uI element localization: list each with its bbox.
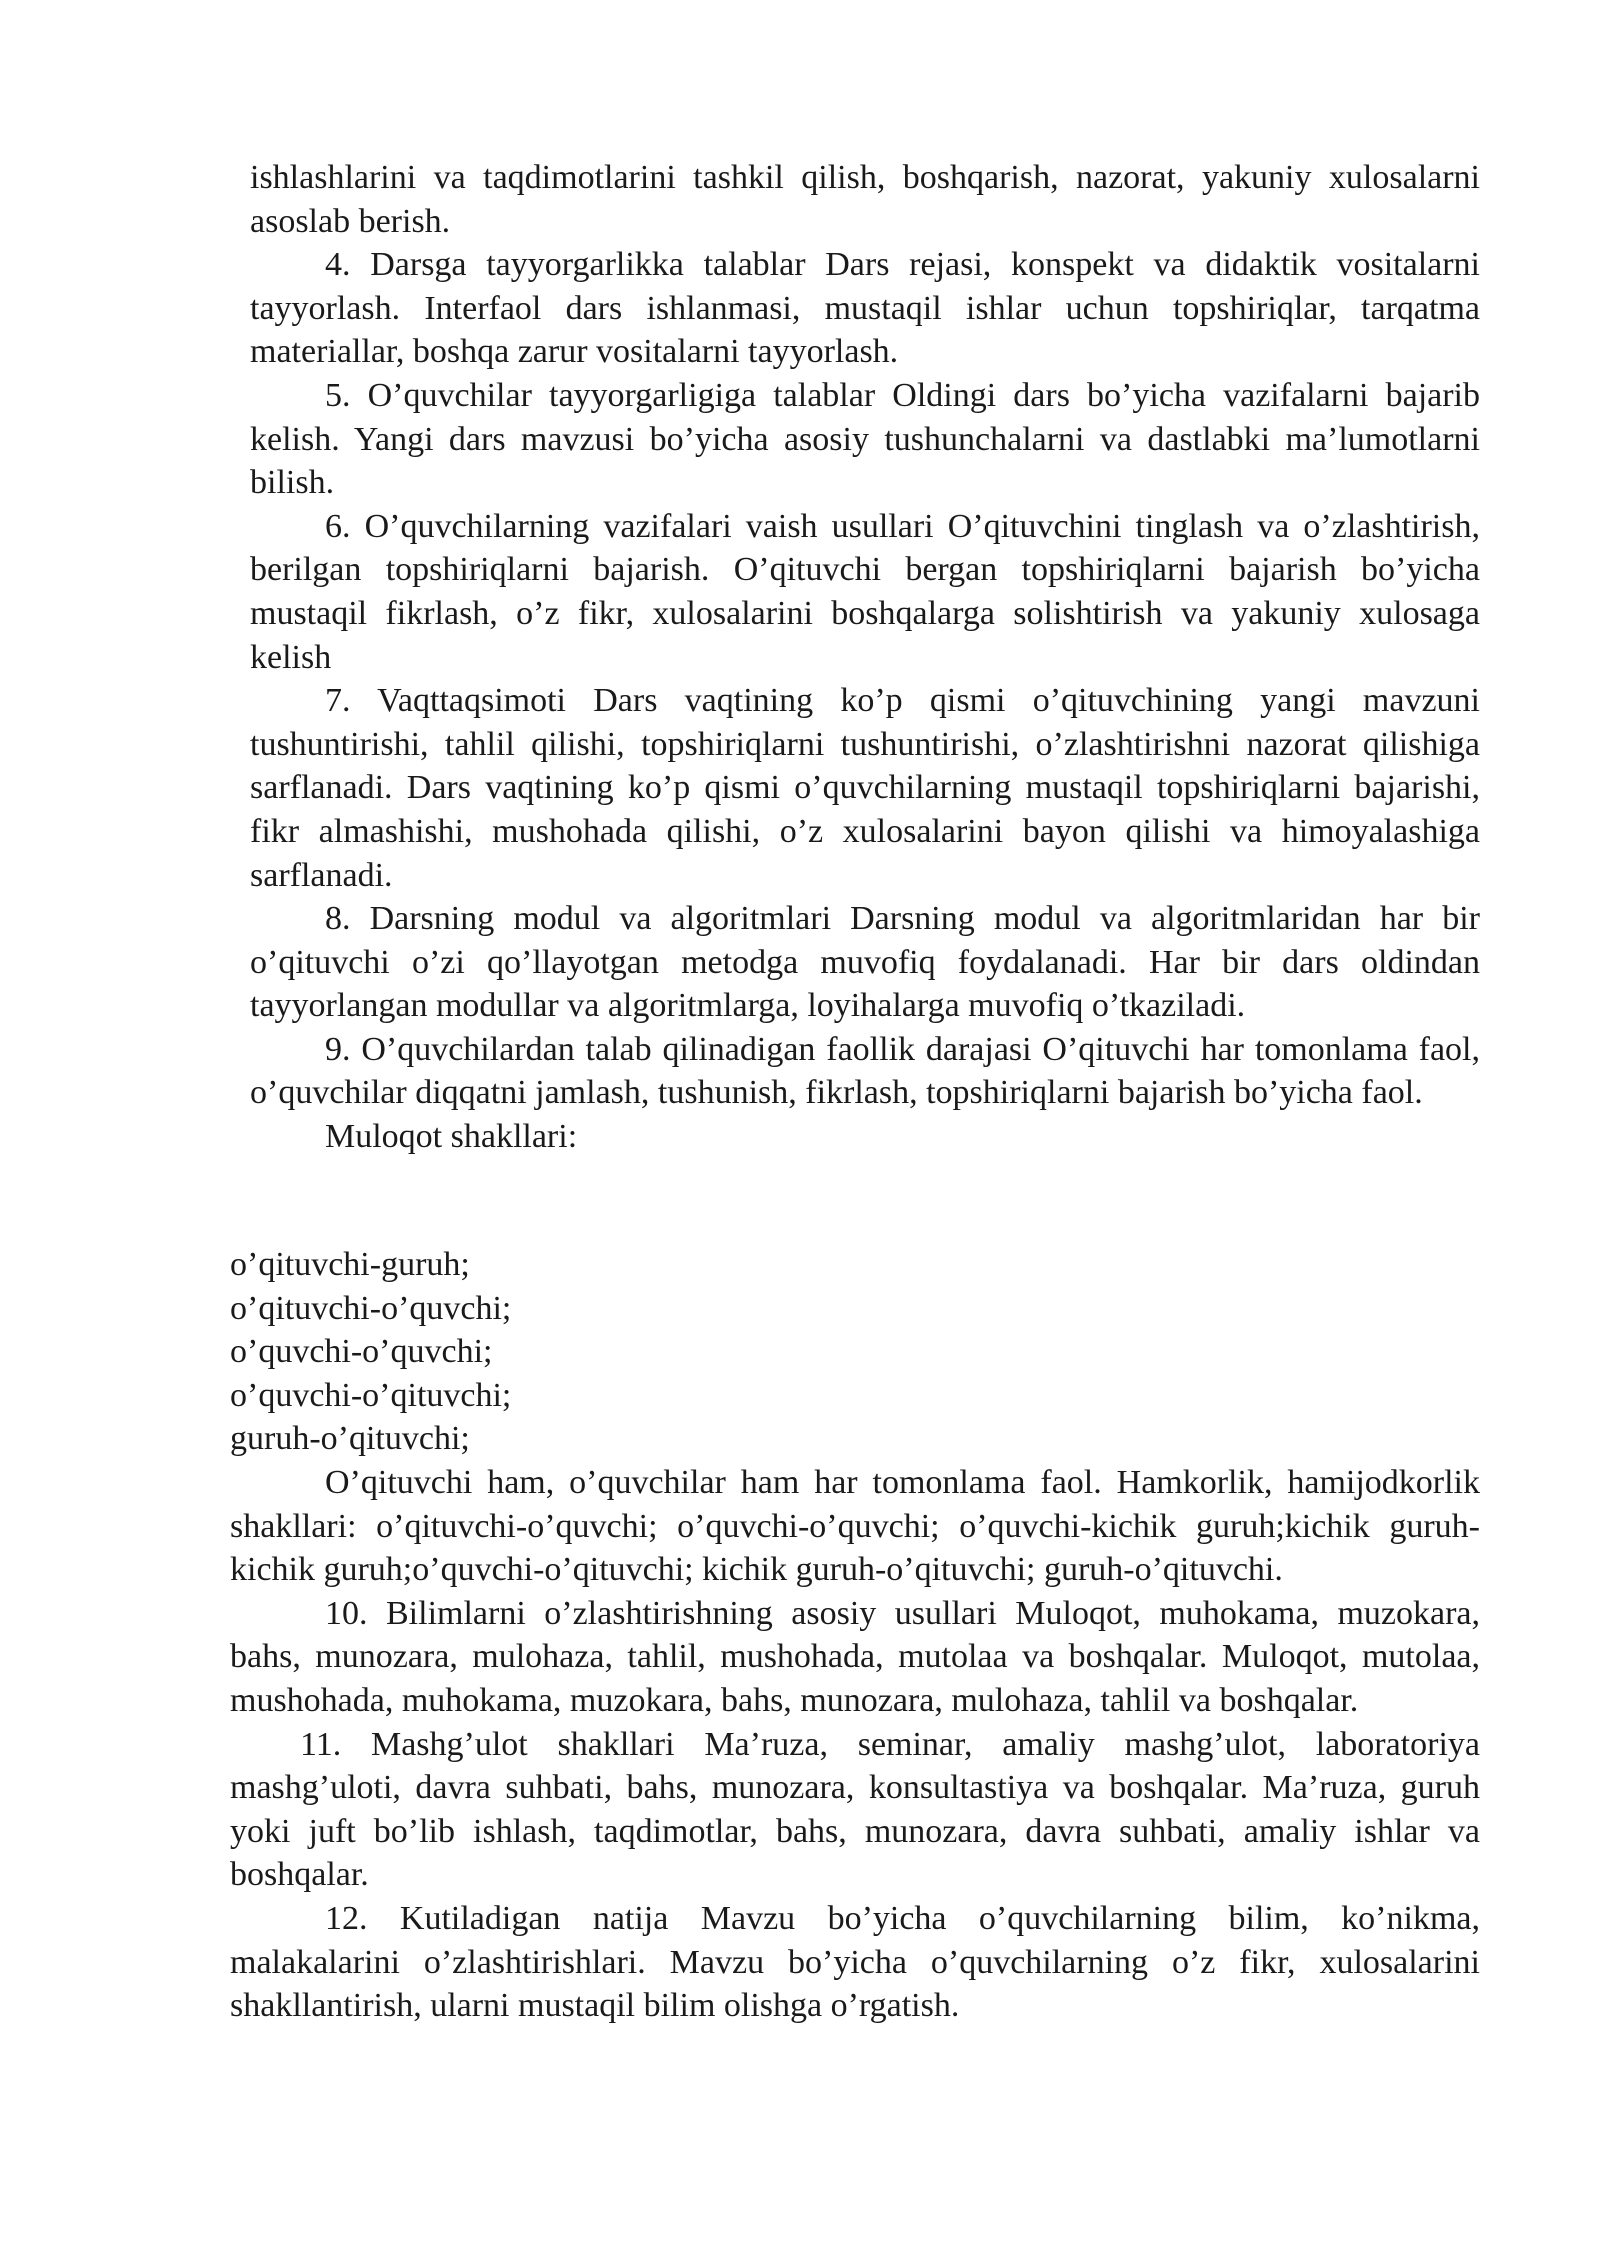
muloqot-heading: Muloqot shakllari: [325,1118,578,1156]
paragraph-11: 11. Mashg’ulot shakllari Ma’ruza, seminar, amaliy mashg’ulot, laboratoriya mashg’uloti, davra suhbati, bahs, munozara, konsultastiya va boshqalar. Ma’ruza, guruh yoki juft bo’lib ishlash, taqdimotlar, bahs, munozara, davra suhbati, amaliy ishlar va boshqalar. [230,1725,1480,1894]
paragraph-9: 9. O’quvchilardan talab qilinadigan faollik darajasi O’qituvchi har tomonlama faol, o’quvchilar diqqatni jamlash, tushunish, fikrlash, topshiriqlarni bajarish bo’yicha faol. [250,1030,1480,1112]
paragraph-4: 4. Darsga tayyorgarlikka talablar Dars rejasi, konspekt va didaktik vositalarni tayyorlash. Interfaol dars ishlanmasi, mustaqil ishlar uchun topshiriqlar, tarqatma materiallar, boshqa zarur vositalarni tayyorlash. [250,246,1480,371]
lower-section [230,1243,1480,2028]
paragraph-7: 7. Vaqttaqsimoti Dars vaqtining ko’p qismi o’qituvchining yangi mavzuni tushuntirishi, tahlil qilishi, topshiriqlarni tushuntirishi, o’zlashtirishni nazorat qilishiga sarflanadi. Dars vaqtining ko’p qismi o’quvchilarning mustaqil topshiriqlarni bajarishi, fikr almashishi, mushohada qilishi, o’z xulosalarini bayon qilishi va himoyalashiga sarflanadi. [250,682,1480,894]
list-item: o’qituvchi-guruh; [230,1246,470,1283]
paragraph-hamkorlik: O’qituvchi ham, o’quvchilar ham har tomonlama faol. Hamkorlik, hamijodkorlik shakllari: o’qituvchi-o’quvchi; o’quvchi-o’quvchi; o’quvchi-kichik guruh;kichik guruh-kichik guruh;o’quvchi-o’qituvchi; kichik guruh-o’qituvchi; guruh-o’qituvchi. [230,1463,1480,1589]
paragraph-6: 6. O’quvchilarning vazifalari vaish usullari O’qituvchini tinglash va o’zlashtirish, berilgan topshiriqlarni bajarish. O’qituvchi bergan topshiriqlarni bajarish bo’yicha mustaqil fikrlash, o’z fikr, xulosalarini boshqalarga solishtirish va yakuniy xulosaga kelish [250,507,1480,676]
list-item: guruh-o’qituvchi; [230,1420,470,1458]
upper-section [250,156,1480,1159]
paragraph-12: 12. Kutiladigan natija Mavzu bo’yicha o’quvchilarning bilim, ko’nikma, malakalarini o’zlashtirishlari. Mavzu bo’yicha o’quvchilarning o’z fikr, xulosalarini shakllantirish, ularni mustaqil bilim olishga o’rgatish. [230,1899,1480,2025]
list-item: o’qituvchi-o’quvchi; [230,1289,512,1327]
paragraph-5: 5. O’quvchilar tayyorgarligiga talablar Oldingi dars bo’yicha vazifalarni bajarib kelish. Yangi dars mavzusi bo’yicha asosiy tushunchalarni va dastlabki ma’lumotlarni bilish. [250,376,1480,502]
list-item: o’quvchi-o’quvchi; [230,1333,493,1371]
paragraph-intro: ishlashlarini va taqdimotlarini tashkil qilish, boshqarish, nazorat, yakuniy xulosalarni asoslab berish. [250,159,1480,240]
list-item: o’quvchi-o’qituvchi; [230,1376,512,1414]
paragraph-8: 8. Darsning modul va algoritmlari Darsning modul va algoritmlaridan har bir o’qituvchi o’zi qo’llayotgan metodga muvofiq foydalanadi. Har bir dars oldindan tayyorlangan modullar va algoritmlarga, loyihalarga muvofiq o’tkaziladi. [250,900,1480,1025]
paragraph-10: 10. Bilimlarni o’zlashtirishning asosiy usullari Muloqot, muhokama, muzokara, bahs, munozara, mulohaza, tahlil, mushohada, mutolaa va boshqalar. Muloqot, mutolaa, mushohada, muhokama, muzokara, bahs, munozara, mulohaza, tahlil va boshqalar. [230,1594,1480,1719]
